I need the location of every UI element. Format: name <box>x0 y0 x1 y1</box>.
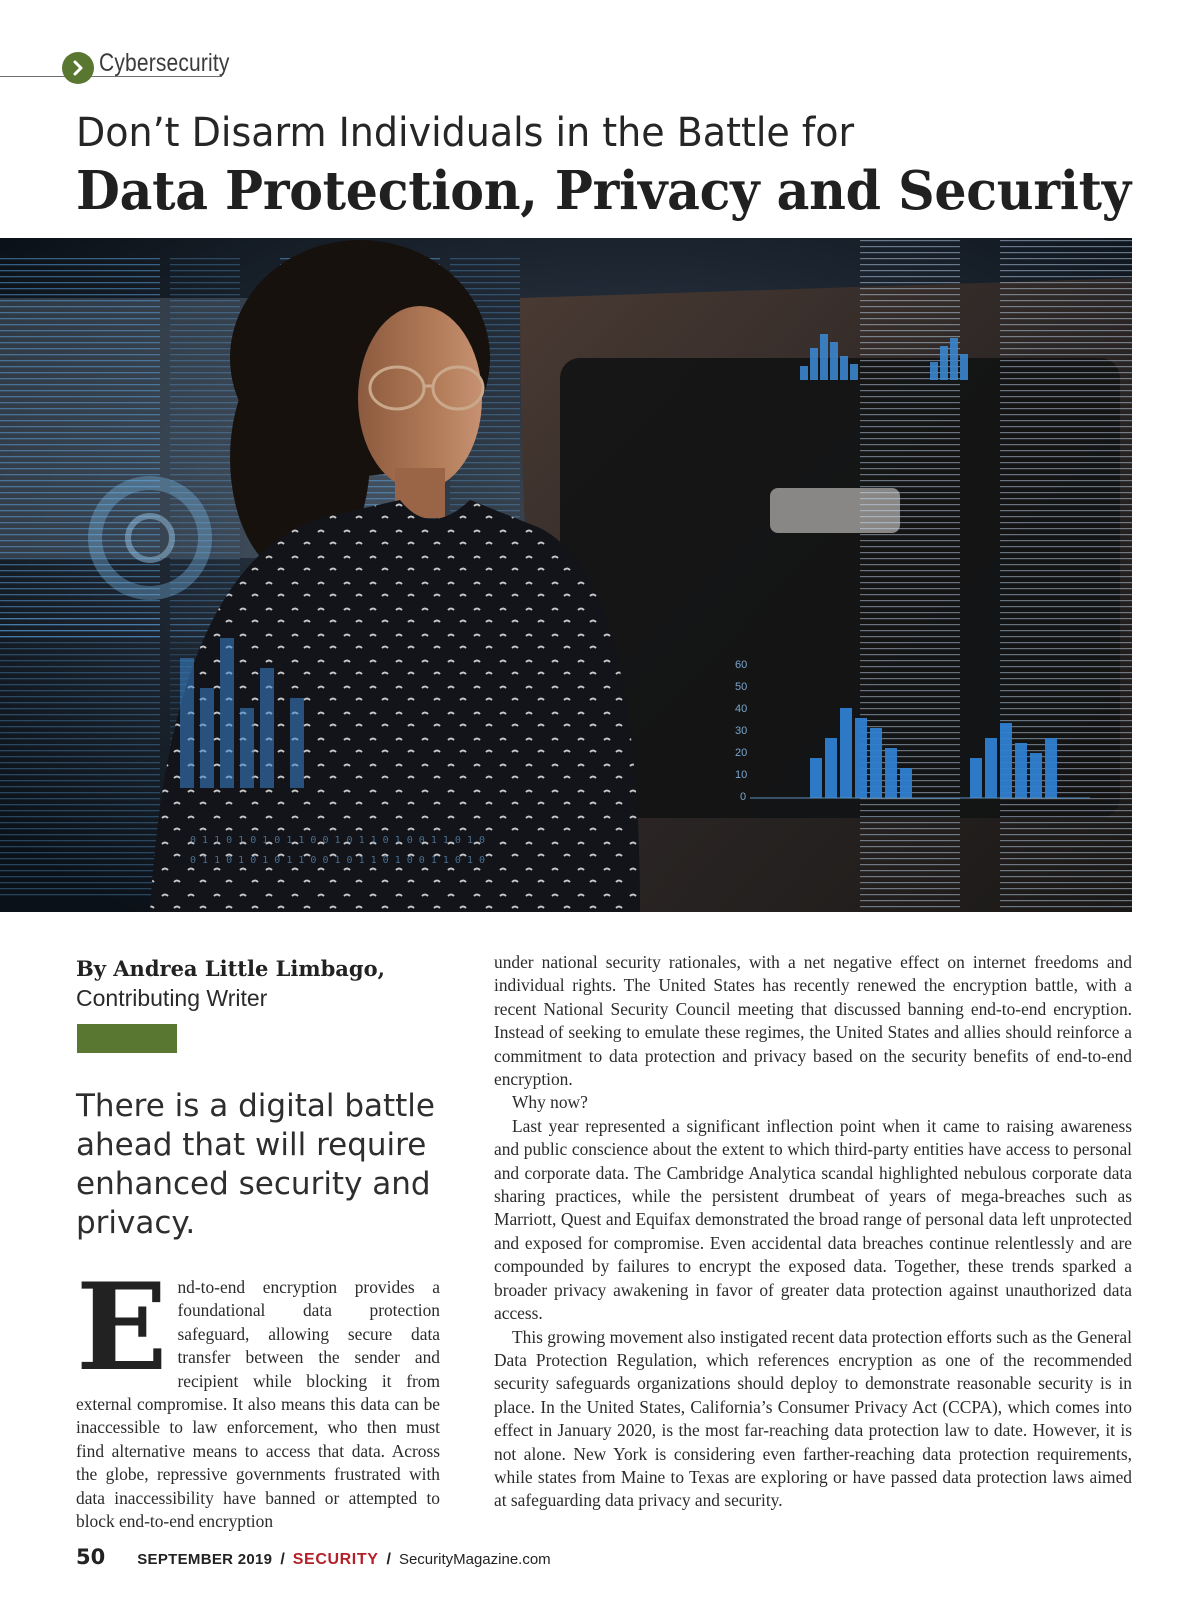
body-paragraph: under national security rationales, with a net negative effect on internet freedoms and individual rights. The United States has recently renewed the encryption battle, with a recent National Security Council meeting that discussed banning end-to-end encryption. Instead of seeking to emulate these regimes, the United States and allies should reinforce a commitment to data protection and privacy based on the security benefits of end-to-end encryption. <box>494 952 1132 1090</box>
body-paragraph: Why now? <box>512 1092 588 1113</box>
hero-image <box>0 238 1132 912</box>
page-footer <box>76 1545 551 1569</box>
magazine-brand: SECURITY <box>292 1551 379 1568</box>
accent-bar <box>77 1024 177 1053</box>
website-link[interactable]: SecurityMagazine.com <box>398 1551 551 1568</box>
axis-tick: 0 <box>740 791 747 803</box>
separator: / <box>280 1551 285 1568</box>
separator: / <box>386 1551 391 1568</box>
axis-tick: 50 <box>735 681 748 693</box>
binary-text: 0 1 1 0 1 0 1 0 1 1 0 0 1 0 1 1 0 1 0 0 1 1 0 1 0 <box>190 835 486 846</box>
hero-illustration <box>0 238 1132 912</box>
axis-tick: 10 <box>735 769 748 781</box>
body-column-left <box>76 1257 440 1533</box>
headline-kicker: Don’t Disarm Individuals in the Battle for <box>76 110 855 156</box>
axis-tick: 60 <box>735 659 748 671</box>
body-paragraph: nd-to-end encryption provides a foundational data protection safeguard, allowing secure data transfer between the sender and recipient while blocking it from external compromise. It also means this data can be inaccessible to law enforcement, who then must find alternative means to access that data. Across the globe, repressive governments frustrated with data inaccessibility have banned or attempted to block end-to-end encryption <box>76 1277 440 1532</box>
body-column-right <box>494 951 1132 1513</box>
drop-cap: E <box>76 1257 168 1398</box>
body-paragraph: This growing movement also instigated recent data protection efforts such as the General Data Protection Regulation, which references encryption as one of the recommended security safeguards organizations should deploy to demonstrate reasonable security is in place. In the United States, California’s Consumer Privacy Act (CCPA), which comes into effect in January 2020, is the most far-reaching data protection law to date. However, it is not alone. New York is considering even farther-reaching data protection requirements, while states from Maine to Texas are exploring or have passed data protection laws aimed at safeguarding data privacy and security. <box>494 1326 1132 1511</box>
section-label: Cybersecurity <box>99 49 230 77</box>
chevron-right-icon <box>62 52 94 84</box>
axis-tick: 20 <box>735 747 748 759</box>
axis-tick: 40 <box>735 703 748 715</box>
page-number: 50 <box>76 1545 106 1569</box>
byline-role: Contributing Writer <box>76 985 268 1011</box>
binary-text: 0 1 1 0 1 0 1 0 1 1 0 0 1 0 1 1 0 1 0 0 1 1 0 1 0 <box>190 855 486 866</box>
body-paragraph: Last year represented a significant inflection point when it came to raising awareness and public conscience about the extent to which third-party entities have access to personal and corporate data. The Cambridge Analytica scandal highlighted nebulous corporate data sharing practices, while the persistent drumbeat of years of mega-breaches such as Marriott, Quest and Equifax demonstrated the broad range of personal data left unprotected and exposed for compromise. Even accidental data breaches continue relentlessly and are compounded by failures to encrypt the exposed data. Together, these trends sparked a broader privacy awakening in favor of greater data protection against unauthorized data access. <box>494 1115 1132 1324</box>
axis-tick: 30 <box>735 725 748 737</box>
byline-author: By Andrea Little Limbago, <box>76 956 385 981</box>
headline-title: Data Protection, Privacy and Security <box>76 160 1131 222</box>
issue-date: SEPTEMBER 2019 <box>137 1551 273 1568</box>
pull-quote: There is a digital battle ahead that will require enhanced security and privacy. <box>76 1088 435 1241</box>
